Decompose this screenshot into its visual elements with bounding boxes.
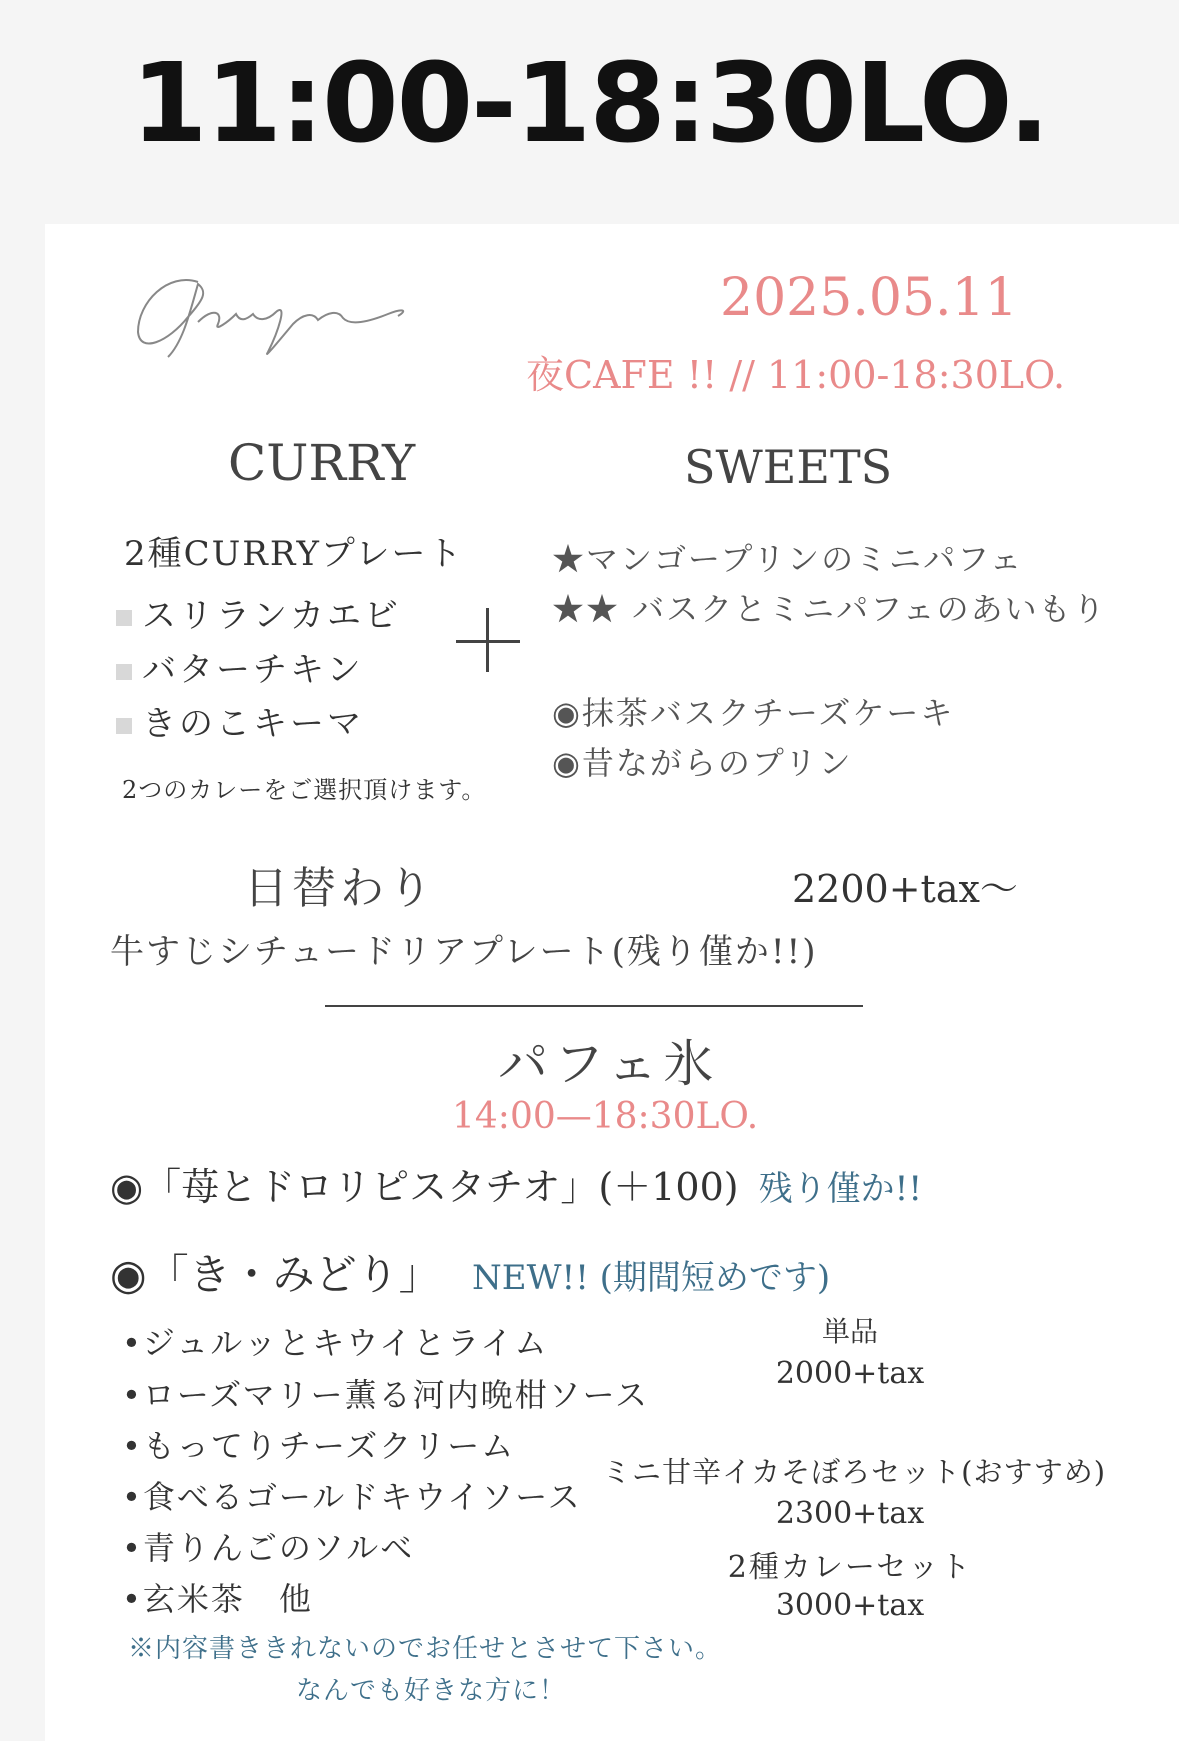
garage-logo <box>128 262 418 362</box>
price-set1: 2300+tax <box>775 1496 925 1531</box>
curry-heading: CURRY <box>228 434 416 492</box>
hours-subtitle: 夜CAFE !! // 11:00-18:30LO. <box>526 353 1066 397</box>
sweets-item: ★マンゴープリンのミニパフェ <box>552 540 1024 578</box>
plus-icon-vertical <box>486 608 489 672</box>
sweets-item: ◉抹茶バスクチーズケーキ <box>552 694 955 732</box>
component-item: •ローズマリー薫る河内晩柑ソース <box>122 1376 650 1414</box>
curry-option: スリランカエビ <box>116 588 401 637</box>
low-stock-note: 残り僅か!! <box>758 1169 923 1209</box>
price-set2: 3000+tax <box>775 1588 925 1623</box>
parfait-note: なんでも好きな方に！ <box>296 1676 567 1706</box>
date-label: 2025.05.11 <box>720 268 1018 328</box>
component-item: •食べるゴールドキウイソース <box>122 1478 582 1516</box>
component-item: •ジュルッとキウイとライム <box>122 1324 549 1362</box>
price-single-label: 単品 <box>821 1315 878 1348</box>
new-badge: NEW!! (期間短めです) <box>472 1258 831 1298</box>
daily-dish: 牛すじシチュードリアプレート(残り僅か!!) <box>110 932 818 972</box>
curry-note: 2つのカレーをご選択頂けます。 <box>122 776 487 804</box>
curry-plate-title: 2種CURRYプレート <box>124 534 464 574</box>
sweets-item: ◉昔ながらのプリン <box>552 744 853 782</box>
price-set1-label: ミニ甘辛イカそぼろセット(おすすめ) <box>602 1455 1107 1489</box>
parfait-title: パフェ氷 <box>498 1035 720 1093</box>
hours-headline: 11:00-18:30LO. <box>131 39 1048 167</box>
price-set2-label: 2種カレーセット <box>727 1550 973 1585</box>
sweets-heading: SWEETS <box>684 440 893 494</box>
sweets-item: ★★ バスクとミニパフェのあいもり <box>552 590 1107 628</box>
parfait-item-name: ◉「苺とドロリピスタチオ」(＋100) <box>110 1165 739 1209</box>
component-item: •玄米茶 他 <box>122 1580 313 1618</box>
divider <box>325 1005 863 1007</box>
parfait-item-name: ◉「き・みどり」 <box>110 1250 441 1299</box>
curry-option: きのこキーマ <box>116 696 364 745</box>
bullet-square-icon <box>116 610 132 626</box>
parfait-note: ※内容書ききれないのでお任せとさせて下さい。 <box>128 1634 723 1664</box>
component-item: •もってりチーズクリーム <box>122 1427 516 1465</box>
parfait-hours: 14:00—18:30LO. <box>452 1096 759 1137</box>
parfait-item-strawberry <box>110 1156 922 1211</box>
curry-option: バターチキン <box>116 642 364 691</box>
daily-label: 日替わり <box>244 863 436 914</box>
daily-price: 2200+tax〜 <box>792 867 1018 911</box>
bullet-square-icon <box>116 664 132 680</box>
bullet-square-icon <box>116 718 132 734</box>
parfait-item-kimidori <box>110 1242 830 1302</box>
component-item: •青りんごのソルベ <box>122 1529 415 1567</box>
price-single: 2000+tax <box>775 1356 925 1391</box>
